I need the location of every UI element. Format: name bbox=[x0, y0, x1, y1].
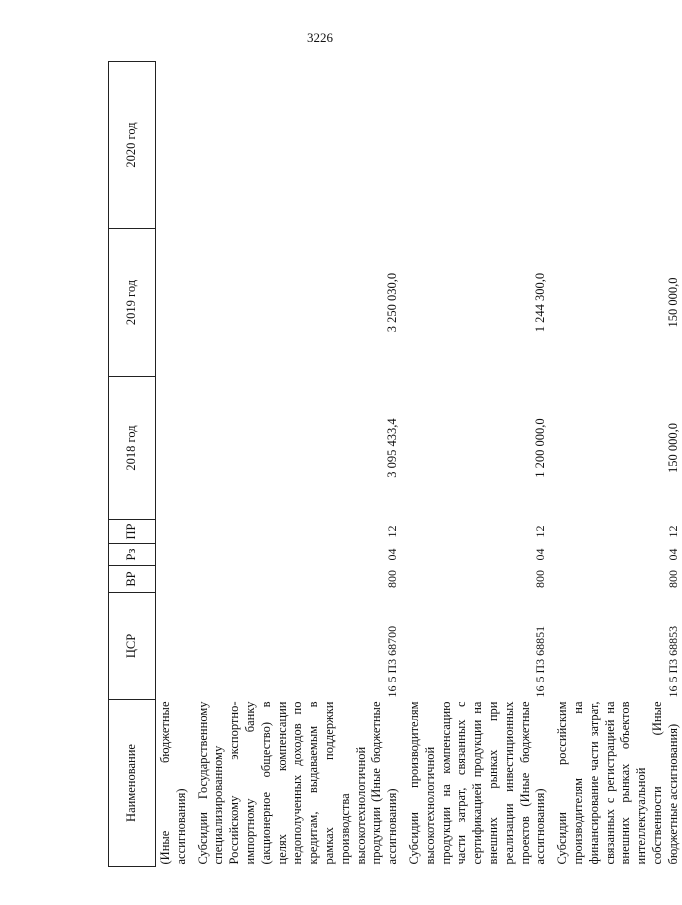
row-2020 bbox=[407, 62, 549, 229]
row-name: Субсидии российским производителям на финансирование части затрат, связанных с регистрацией на внешних рынках объектов интеллектуальной собственности (Иные бюджетные ассигнования) bbox=[555, 701, 680, 865]
header-rz: Рз bbox=[109, 544, 156, 566]
header-pr: ПР bbox=[109, 520, 156, 544]
row-csr: 16 5 П3 68853 bbox=[665, 625, 680, 698]
header-vr: ВР bbox=[109, 566, 156, 593]
row-pr: 12 bbox=[533, 525, 548, 538]
row-2019: 150 000,0 bbox=[665, 277, 680, 328]
header-2020: 2020 год bbox=[109, 62, 156, 229]
row-rz: 04 bbox=[665, 548, 680, 561]
row-2019: 3 250 030,0 bbox=[385, 272, 400, 333]
header-csr: ЦСР bbox=[109, 593, 156, 700]
table-row bbox=[407, 62, 549, 867]
row-2018: 1 200 000,0 bbox=[533, 418, 548, 478]
row-rz: 04 bbox=[533, 548, 548, 561]
row-csr: 16 5 П3 68700 bbox=[385, 625, 400, 698]
header-2018: 2018 год bbox=[109, 377, 156, 520]
row-2018: 150 000,0 bbox=[665, 423, 680, 473]
intro-line: (Иные бюджетные ассигнования) bbox=[158, 701, 188, 865]
row-name: Субсидии производителям высокотехнологичной продукции на компенсацию части затрат, связанных с сертификацией продукции на внешних рынках при реализации инвестиционных проектов (Иные бюджетные ассигнования) bbox=[406, 701, 548, 865]
header-name: Наименование bbox=[109, 700, 156, 867]
header-2019: 2019 год bbox=[109, 229, 156, 377]
row-vr: 800 bbox=[533, 570, 548, 588]
table-row bbox=[196, 62, 401, 867]
row-vr: 800 bbox=[385, 570, 400, 588]
row-2018: 3 095 433,4 bbox=[385, 418, 400, 478]
page-number: 3226 bbox=[307, 30, 333, 45]
table-row bbox=[555, 62, 681, 867]
row-2020 bbox=[555, 62, 681, 229]
table-header-row bbox=[109, 62, 156, 867]
row-pr: 12 bbox=[665, 525, 680, 538]
row-2019: 1 244 300,0 bbox=[533, 272, 548, 333]
row-vr: 800 bbox=[665, 570, 680, 588]
row-rz: 04 bbox=[385, 548, 400, 561]
intro-row bbox=[156, 62, 190, 867]
row-name: Субсидии Государственному специализированному Российскому экспортно-импортному банку (акционерное общество) в целях компенсации недополученных доходов по кредитам, выдаваемым в рамках поддержки производства высокотехнологичной продукции (Иные бюджетные ассигнования) bbox=[195, 701, 400, 865]
row-2020 bbox=[196, 62, 401, 229]
row-csr: 16 5 П3 68851 bbox=[533, 625, 548, 698]
rotated-table-container bbox=[108, 62, 680, 867]
row-pr: 12 bbox=[385, 525, 400, 538]
budget-table bbox=[108, 61, 682, 867]
